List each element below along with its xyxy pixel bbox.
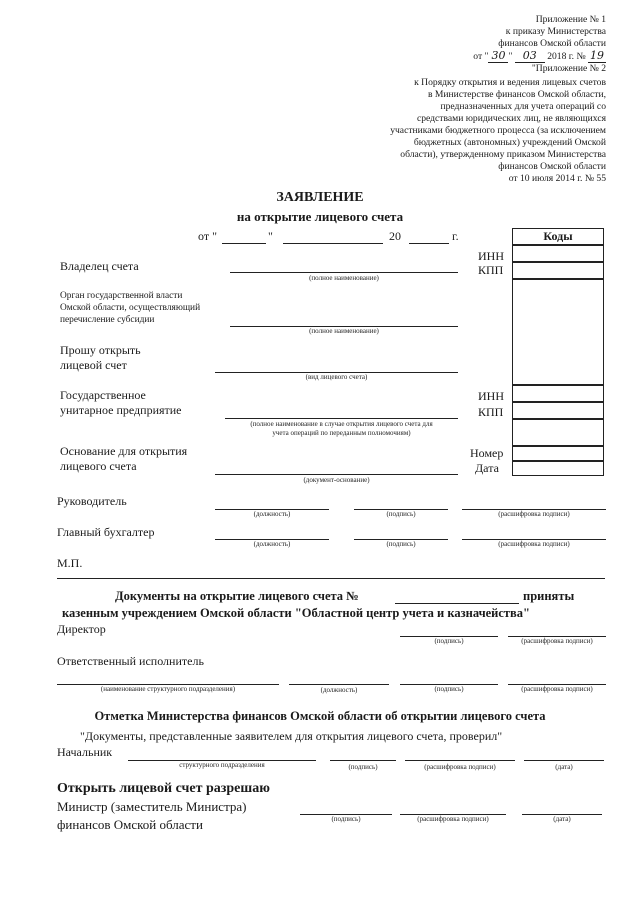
code-number[interactable] [512, 446, 604, 461]
chief-label: Начальник [57, 745, 113, 759]
director-signature-caption: (подпись) [434, 637, 464, 645]
order-day: 30 [488, 49, 508, 63]
executor-label: Ответственный исполнитель [57, 654, 204, 668]
header-line-2: к приказу Министерства [505, 26, 606, 37]
number-label: Номер [470, 446, 504, 460]
chief-decode-caption: (расшифровка подписи) [424, 763, 496, 771]
basis-label-1: лицевого счета [60, 459, 137, 473]
header-order-line-7: финансов Омской области [498, 161, 606, 172]
organ-label-1: Омской области, осуществляющий [60, 303, 201, 313]
ask-label-0: Прошу открыть [60, 343, 141, 357]
inn-label-1: ИНН [478, 249, 504, 263]
ministry-mark-quote: "Документы, представленные заявителем для открытия лицевого счета, проверил" [80, 729, 503, 743]
header-appendix-2: "Приложение № 2 [531, 63, 606, 74]
date-g: г. [452, 229, 459, 243]
code-inn-2[interactable] [512, 385, 604, 402]
account-type-caption: (вид лицевого счета) [305, 373, 368, 381]
owner-caption: (полное наименование) [309, 274, 379, 282]
accountant-signature-caption: (подпись) [386, 540, 416, 548]
organ-label-2: перечисление субсидии [60, 315, 155, 325]
head-decode-caption: (расшифровка подписи) [498, 510, 570, 518]
docs-account-number-field[interactable] [395, 603, 519, 604]
code-kpp-1[interactable] [512, 262, 604, 279]
page-title: ЗАЯВЛЕНИЕ [276, 190, 364, 205]
minister-line-1: Министр (заместитель Министра) [57, 799, 247, 814]
minister-signature-caption: (подпись) [331, 815, 361, 823]
director-label: Директор [57, 622, 106, 636]
docs-accepted-line-1b: приняты [523, 589, 575, 603]
executor-signature-caption: (подпись) [434, 685, 464, 693]
accountant-position-caption: (должность) [253, 540, 291, 548]
organ-label-0: Орган государственной власти [60, 291, 183, 301]
owner-label: Владелец счета [60, 259, 139, 273]
code-date[interactable] [512, 461, 604, 476]
docs-accepted-line-1a: Документы на открытие лицевого счета № [115, 589, 359, 603]
inn-label-2: ИНН [478, 389, 504, 403]
date-quote: " [268, 229, 273, 243]
date-label: Дата [475, 461, 499, 475]
header-order-line-1: в Министерстве финансов Омской области, [427, 89, 606, 100]
chief-date-caption: (дата) [555, 763, 573, 771]
gup-label-1: унитарное предприятие [60, 403, 182, 417]
ask-label-1: лицевой счет [60, 358, 127, 372]
stamp-place: М.П. [57, 556, 83, 570]
executor-decode-caption: (расшифровка подписи) [521, 685, 593, 693]
code-kpp-2[interactable] [512, 402, 604, 419]
date-day-field[interactable] [222, 243, 266, 244]
chief-signature-caption: (подпись) [348, 763, 378, 771]
gup-caption-1: учета операций по переданным полномочиям) [272, 429, 411, 437]
code-blank-2 [512, 419, 604, 446]
chief-date-field[interactable] [524, 760, 604, 761]
header-order-line-0: к Порядку открытия и ведения лицевых счетов [414, 77, 606, 88]
gup-label-0: Государственное [60, 388, 146, 402]
code-inn-1[interactable] [512, 245, 604, 262]
ministry-mark-title: Отметка Министерства финансов Омской области об открытии лицевого счета [94, 709, 546, 723]
basis-label-0: Основание для открытия [60, 444, 188, 458]
order-number: 19 [590, 49, 604, 62]
header-order-line-6: области), утвержденному приказом Министерства [400, 149, 606, 160]
accountant-label: Главный бухгалтер [57, 525, 155, 539]
head-position-caption: (должность) [253, 510, 291, 518]
header-order-line-4: участниками бюджетного процесса (за исключением [390, 125, 606, 136]
permit-title: Открыть лицевой счет разрешаю [57, 781, 270, 796]
codes-header: Коды [543, 229, 573, 243]
executor-position-field[interactable] [289, 684, 389, 685]
director-decode-caption: (расшифровка подписи) [521, 637, 593, 645]
codes-header-box [512, 228, 604, 245]
date-month-field[interactable] [283, 243, 383, 244]
header-order-line-8: от 10 июля 2014 г. № 55 [508, 173, 606, 184]
executor-position-caption: (должность) [320, 686, 358, 694]
head-signature-caption: (подпись) [386, 510, 416, 518]
section-divider [57, 578, 605, 579]
gup-field[interactable] [225, 418, 458, 419]
organ-caption: (полное наименование) [309, 327, 379, 335]
docs-accepted-line-2: казенным учреждением Омской области "Областной центр учета и казначейства" [62, 606, 530, 620]
page-subtitle: на открытие лицевого счета [236, 209, 404, 224]
header-order-line-5: бюджетных (автономных) учреждений Омской [413, 137, 606, 148]
chief-dept-caption: структурного подразделения [179, 761, 265, 769]
executor-dept-caption: (наименование структурного подразделения) [100, 685, 236, 693]
gup-caption-0: (полное наименование в случае открытия лицевого счета для [250, 420, 433, 428]
header-line-3: финансов Омской области [498, 38, 606, 49]
header-order-line-3: средствами юридических лиц, не являющихся [416, 113, 606, 124]
header-order-line-2: предназначенных для учета операций со [440, 101, 606, 112]
chief-decode-field[interactable] [405, 760, 515, 761]
head-label: Руководитель [57, 494, 127, 508]
kpp-label-2: КПП [478, 405, 504, 419]
minister-line-2: финансов Омской области [57, 817, 203, 832]
basis-caption: (документ-основание) [303, 476, 370, 484]
kpp-label-1: КПП [478, 263, 504, 277]
code-blank [512, 279, 604, 385]
header-order-date: от " 30 " 03 2018 г. № 19 [473, 49, 604, 62]
date-year-prefix: 20 [389, 229, 401, 243]
order-month: 03 [515, 50, 545, 63]
minister-decode-caption: (расшифровка подписи) [417, 815, 489, 823]
date-from: от " [198, 229, 217, 243]
minister-date-caption: (дата) [553, 815, 571, 823]
chief-signature-field[interactable] [330, 760, 396, 761]
header-line-1: Приложение № 1 [535, 14, 606, 25]
accountant-decode-caption: (расшифровка подписи) [498, 540, 570, 548]
basis-field[interactable] [215, 474, 458, 475]
date-year-field[interactable] [409, 243, 449, 244]
owner-field[interactable] [230, 272, 458, 273]
